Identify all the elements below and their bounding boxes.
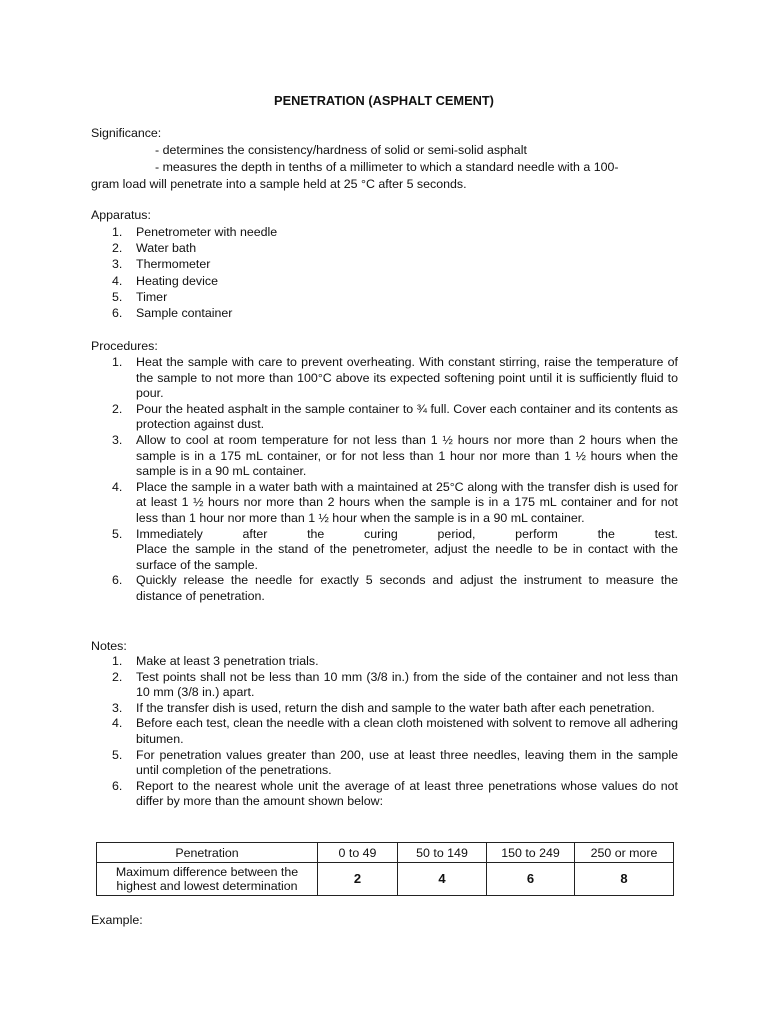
step-text-cont: Place the sample in the stand of the penetrometer, adjust the needle to be in contact with the surface of the sample. [136, 542, 678, 572]
item-text: Heating device [136, 273, 218, 288]
apparatus-item [91, 289, 678, 305]
document-title: PENETRATION (ASPHALT CEMENT) [274, 93, 494, 108]
step-text: Immediately after the curing period, perform the test. [136, 526, 678, 541]
procedure-step [91, 573, 678, 604]
table-row [97, 863, 674, 896]
procedure-step [91, 355, 678, 402]
note-number: 2. [112, 669, 123, 684]
note-item [91, 701, 678, 717]
significance-line-1: - determines the consistency/hardness of solid or semi-solid asphalt [155, 143, 527, 157]
procedure-step [91, 402, 678, 433]
table-header-row [97, 843, 674, 863]
apparatus-list [91, 224, 678, 321]
significance-heading: Significance: [91, 126, 162, 140]
table-header-cell: 0 to 49 [318, 843, 398, 863]
procedure-step [91, 433, 678, 480]
note-item [91, 748, 678, 779]
apparatus-heading: Apparatus: [91, 208, 151, 222]
item-text: Penetrometer with needle [136, 225, 278, 239]
note-text: Test points shall not be less than 10 mm (3/8 in.) from the side of the container and not less than 10 mm (3/8 in.) apart. [136, 669, 678, 700]
note-number: 6. [112, 778, 123, 793]
note-number: 5. [112, 747, 123, 762]
procedure-step [91, 480, 678, 527]
item-text: Thermometer [136, 257, 211, 272]
notes-heading: Notes: [91, 639, 127, 653]
table-header-cell: 250 or more [575, 843, 674, 863]
note-item [91, 716, 678, 747]
item-number: 1. [112, 225, 123, 239]
item-text: Water bath [136, 241, 197, 256]
item-number: 6. [112, 306, 123, 321]
note-text: If the transfer dish is used, return the dish and sample to the water bath after each penetration. [136, 700, 655, 715]
step-number: 4. [112, 479, 123, 494]
note-text: Make at least 3 penetration trials. [136, 654, 319, 668]
note-text: For penetration values greater than 200, use at least three needles, leaving them in the sample until completion of the penetrations. [136, 747, 678, 778]
notes-list [91, 654, 678, 810]
item-number: 4. [112, 273, 123, 288]
apparatus-item [91, 256, 678, 272]
apparatus-item [91, 305, 678, 321]
note-item [91, 670, 678, 701]
procedures-list [91, 355, 678, 605]
note-text: Report to the nearest whole unit the average of at least three penetrations whose values do not differ by more than the amount shown below: [136, 778, 678, 809]
note-item [91, 779, 678, 810]
item-text: Sample container [136, 306, 233, 321]
procedures-heading: Procedures: [91, 339, 158, 353]
step-number: 1. [112, 355, 123, 369]
table-row-label [97, 863, 318, 896]
step-number: 5. [112, 526, 123, 541]
step-text: Allow to cool at room temperature for not less than 1 ½ hours nor more than 2 hours when the sample is in a 175 mL container, or for not less than 1 hour nor more than 1 ½ hours when the sample is in a 90 mL container. [136, 432, 678, 479]
apparatus-item [91, 273, 678, 289]
note-number: 4. [112, 716, 123, 731]
table-cell-value: 2 [318, 863, 398, 896]
item-number: 5. [112, 289, 123, 304]
table-cell-value: 4 [398, 863, 487, 896]
apparatus-item [91, 240, 678, 256]
note-number: 3. [112, 700, 123, 715]
significance-line-2-cont: gram load will penetrate into a sample held at 25 °C after 5 seconds. [91, 177, 467, 191]
note-number: 1. [112, 654, 123, 668]
item-number: 3. [112, 257, 123, 272]
note-text: Before each test, clean the needle with a clean cloth moistened with solvent to remove all adhering bitumen. [136, 716, 678, 746]
step-number: 6. [112, 573, 123, 588]
step-number: 2. [112, 401, 123, 416]
step-text: Place the sample in a water bath with a maintained at 25°C along with the transfer dish is used for at least 1 ½ hours nor more than 2 hours when the sample is in a 175 mL container and for not less than 1 hour nor more than 1 ½ hour when the sample is in a 90 mL container. [136, 479, 678, 525]
item-number: 2. [112, 241, 123, 256]
step-text: Pour the heated asphalt in the sample container to ¾ full. Cover each container and its contents as protection against dust. [136, 401, 678, 432]
procedure-step [91, 527, 678, 574]
table-header-cell: Penetration [97, 843, 318, 863]
note-item [91, 654, 678, 670]
significance-line-2: - measures the depth in tenths of a millimeter to which a standard needle with a 100- [155, 160, 619, 174]
table-cell-value: 6 [487, 863, 575, 896]
item-text: Timer [136, 289, 168, 304]
table-header-cell: 150 to 249 [487, 843, 575, 863]
table-cell-value: 8 [575, 863, 674, 896]
step-text: Quickly release the needle for exactly 5 seconds and adjust the instrument to measure the distance of penetration. [136, 573, 678, 603]
apparatus-item [91, 224, 678, 240]
penetration-tolerance-table [96, 842, 674, 896]
step-text: Heat the sample with care to prevent overheating. With constant stirring, raise the temperature of the sample to not more than 100°C above its expected softening point until it is sufficiently fluid to pour. [136, 355, 678, 401]
example-heading: Example: [91, 913, 143, 927]
row-label-line: highest and lowest determination [116, 879, 298, 893]
step-number: 3. [112, 432, 123, 447]
row-label-line: Maximum difference between the [115, 865, 299, 879]
table-header-cell: 50 to 149 [398, 843, 487, 863]
